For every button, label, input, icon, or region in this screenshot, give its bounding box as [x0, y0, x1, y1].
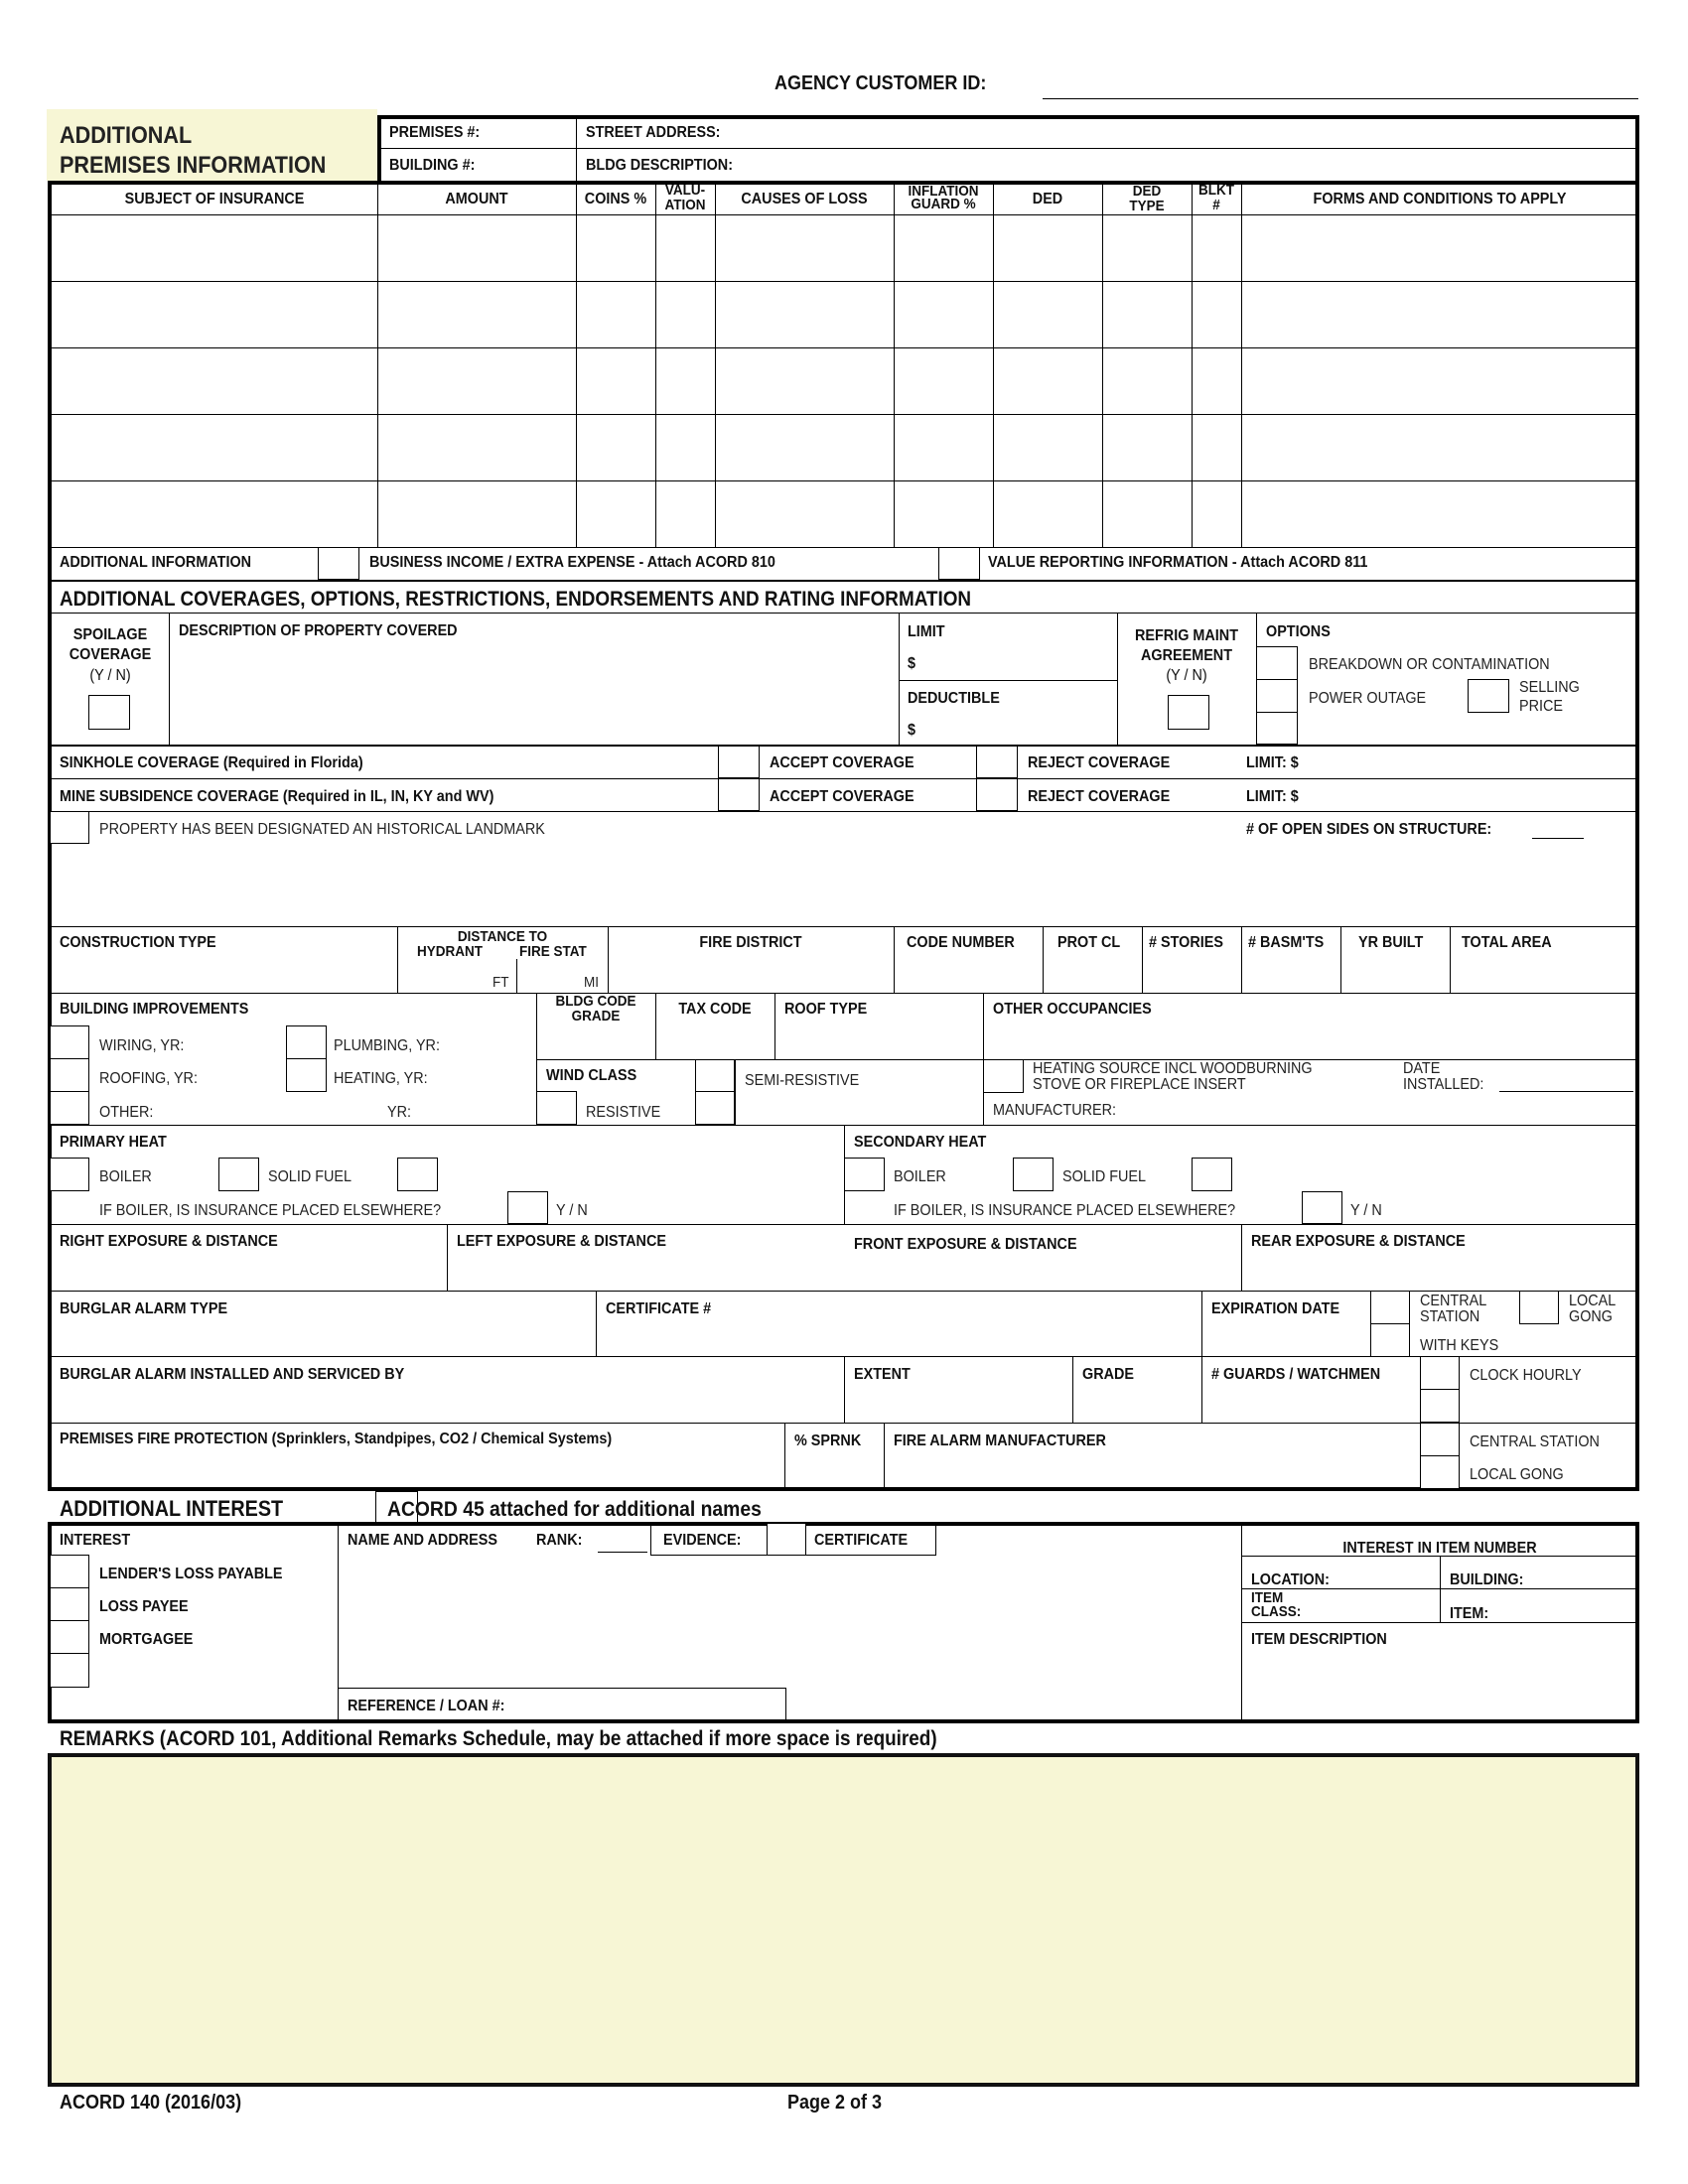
hydrant-label: HYDRANT	[417, 943, 484, 960]
semi-resistive-label: SEMI-RESISTIVE	[745, 1072, 860, 1089]
item-number-title: INTEREST IN ITEM NUMBER	[1342, 1540, 1537, 1557]
wind-class-label: WIND CLASS	[546, 1067, 637, 1084]
mortgagee-label: MORTGAGEE	[99, 1631, 194, 1648]
heating-source-checkbox[interactable]	[983, 1059, 1024, 1093]
spoilage-checkbox[interactable]	[88, 695, 130, 730]
local-gong-line2: GONG	[1569, 1308, 1614, 1325]
sprnk-label: % SPRNK	[794, 1433, 862, 1449]
fire-district-label: FIRE DISTRICT	[699, 934, 802, 951]
col-ded-type-1: DED	[1132, 183, 1162, 200]
primary-solid-fuel-checkbox[interactable]	[218, 1158, 259, 1191]
additional-coverages-title: ADDITIONAL COVERAGES, OPTIONS, RESTRICTIONS, ENDORSEMENTS AND RATING INFORMATION	[60, 588, 972, 611]
premises-no-field[interactable]	[496, 119, 574, 147]
mine-accept-checkbox[interactable]	[718, 778, 760, 811]
form-id: ACORD 140 (2016/03)	[60, 2092, 242, 2114]
remarks-title: REMARKS (ACORD 101, Additional Remarks Schedule, may be attached if more space is required)	[60, 1727, 937, 1750]
col-valuation-1: VALU-	[664, 182, 706, 199]
limit-label: LIMIT	[908, 623, 945, 640]
local-gong-checkbox[interactable]	[1519, 1291, 1559, 1324]
item-description-field[interactable]	[1246, 1651, 1633, 1718]
business-income-checkbox[interactable]	[318, 547, 359, 580]
option-selling-line2: PRICE	[1519, 698, 1564, 715]
col-inflation-2: GUARD %	[911, 196, 976, 212]
rear-exposure-field[interactable]	[1246, 1253, 1633, 1289]
col-forms: FORMS AND CONDITIONS TO APPLY	[1313, 191, 1567, 207]
name-address-field[interactable]	[343, 1559, 1236, 1688]
col-ded: DED	[1032, 191, 1063, 207]
bldg-code-line1: BLDG CODE	[555, 993, 636, 1010]
central-station-line2: STATION	[1420, 1308, 1480, 1325]
other-yr-label: YR:	[387, 1104, 412, 1121]
sinkhole-reject-checkbox[interactable]	[976, 746, 1018, 778]
spoilage-line3: (Y / N)	[89, 667, 131, 684]
certificate-no-label: CERTIFICATE #	[606, 1300, 712, 1317]
fire-central-station-label: CENTRAL STATION	[1470, 1433, 1600, 1450]
burglar-alarm-type-label: BURGLAR ALARM TYPE	[60, 1300, 228, 1317]
wind-resistive-label: RESISTIVE	[586, 1104, 661, 1121]
certificate-no-field[interactable]	[601, 1320, 1196, 1354]
loss-payee-checkbox[interactable]	[50, 1587, 89, 1621]
secondary-solid-fuel-checkbox[interactable]	[1013, 1158, 1054, 1191]
building-no-label: BUILDING #:	[389, 157, 476, 174]
col-blkt-2: #	[1212, 197, 1220, 213]
item-label: ITEM:	[1450, 1605, 1489, 1622]
fire-local-gong-label: LOCAL GONG	[1470, 1466, 1564, 1483]
fire-protection-field[interactable]	[55, 1451, 779, 1487]
sinkhole-accept-checkbox[interactable]	[718, 746, 760, 778]
coverage-row-4[interactable]	[52, 416, 1636, 479]
open-sides-label: # OF OPEN SIDES ON STRUCTURE:	[1246, 821, 1492, 838]
lenders-loss-payable-label: LENDER'S LOSS PAYABLE	[99, 1566, 283, 1582]
central-station-line1: CENTRAL	[1420, 1293, 1487, 1309]
wind-extra-checkbox[interactable]	[695, 1091, 735, 1125]
secondary-heat-label: SECONDARY HEAT	[854, 1134, 987, 1151]
limit-currency: $	[908, 655, 916, 672]
code-number-label: CODE NUMBER	[907, 934, 1015, 951]
agency-customer-id-label: AGENCY CUSTOMER ID:	[774, 72, 987, 94]
date-installed-field[interactable]	[1499, 1074, 1633, 1092]
street-address-label: STREET ADDRESS:	[586, 124, 721, 141]
coverage-row-1[interactable]	[52, 216, 1636, 280]
right-exposure-label: RIGHT EXPOSURE & DISTANCE	[60, 1233, 278, 1250]
option-power-outage-checkbox[interactable]	[1256, 679, 1298, 713]
coverage-row-3[interactable]	[52, 349, 1636, 413]
other-label: OTHER:	[99, 1104, 154, 1121]
with-keys-checkbox[interactable]	[1370, 1323, 1410, 1357]
description-label: DESCRIPTION OF PROPERTY COVERED	[179, 622, 458, 639]
fire-stat-label: FIRE STAT	[519, 943, 587, 960]
spoilage-line1: SPOILAGE	[72, 626, 148, 643]
sprnk-field[interactable]	[789, 1451, 879, 1487]
col-coins: COINS %	[584, 191, 647, 207]
item-description-label: ITEM DESCRIPTION	[1251, 1631, 1387, 1648]
premises-title-line2: PREMISES INFORMATION	[60, 152, 327, 179]
secondary-boiler-yn-checkbox[interactable]	[1302, 1191, 1342, 1224]
historical-landmark-checkbox[interactable]	[50, 811, 89, 844]
reference-loan-label: REFERENCE / LOAN #:	[348, 1698, 505, 1714]
other-occupancies-label: OTHER OCCUPANCIES	[993, 1001, 1152, 1018]
primary-extra-checkbox[interactable]	[397, 1158, 438, 1191]
primary-heat-label: PRIMARY HEAT	[60, 1134, 167, 1151]
secondary-yn-label: Y / N	[1350, 1202, 1382, 1219]
certificate-label: CERTIFICATE	[814, 1532, 909, 1549]
tax-code-label: TAX CODE	[678, 1001, 752, 1018]
refrig-line2: AGREEMENT	[1140, 647, 1232, 664]
col-causes: CAUSES OF LOSS	[741, 191, 868, 207]
additional-information-label: ADDITIONAL INFORMATION	[60, 554, 252, 571]
lenders-loss-payable-checkbox[interactable]	[50, 1555, 89, 1588]
item-class-line2: CLASS:	[1251, 1603, 1302, 1620]
rank-field[interactable]	[598, 1529, 647, 1553]
date-installed-line2: INSTALLED:	[1403, 1076, 1484, 1093]
evidence-label: EVIDENCE:	[663, 1532, 742, 1549]
burglar-alarm-type-field[interactable]	[55, 1320, 591, 1354]
mine-accept-label: ACCEPT COVERAGE	[770, 788, 914, 805]
deductible-field[interactable]	[923, 713, 1112, 743]
premises-no-label: PREMISES #:	[389, 124, 481, 141]
bldg-code-line2: GRADE	[571, 1008, 621, 1024]
fire-local-gong-checkbox[interactable]	[1420, 1455, 1460, 1489]
stories-label: # STORIES	[1149, 934, 1223, 951]
coverage-row-2[interactable]	[52, 283, 1636, 346]
roof-type-label: ROOF TYPE	[784, 1001, 868, 1018]
construction-type-field[interactable]	[55, 955, 392, 991]
grade-label: GRADE	[1082, 1366, 1135, 1383]
prot-cl-label: PROT CL	[1057, 934, 1121, 951]
extent-label: EXTENT	[854, 1366, 911, 1383]
fire-central-station-checkbox[interactable]	[1420, 1423, 1460, 1456]
refrig-line1: REFRIG MAINT	[1134, 627, 1238, 644]
distance-to-label: DISTANCE TO	[457, 928, 548, 945]
secondary-boiler-label: BOILER	[894, 1168, 946, 1185]
total-area-label: TOTAL AREA	[1462, 934, 1552, 951]
value-reporting-checkbox[interactable]	[938, 547, 980, 580]
installed-by-label: BURGLAR ALARM INSTALLED AND SERVICED BY	[60, 1366, 405, 1383]
sinkhole-accept-label: ACCEPT COVERAGE	[770, 754, 914, 771]
limit-field[interactable]	[923, 647, 1112, 677]
date-installed-line1: DATE	[1403, 1060, 1441, 1077]
bldg-description-label: BLDG DESCRIPTION:	[586, 157, 734, 174]
option-selling-price-checkbox[interactable]	[1468, 679, 1509, 713]
mi-unit: MI	[584, 974, 600, 991]
rank-label: RANK:	[536, 1532, 583, 1549]
mine-limit-label: LIMIT: $	[1246, 788, 1299, 805]
roofing-label: ROOFING, YR:	[99, 1070, 198, 1087]
left-exposure-field[interactable]	[452, 1253, 839, 1289]
business-income-label: BUSINESS INCOME / EXTRA EXPENSE - Attach ACORD 810	[369, 554, 775, 571]
mine-limit-field[interactable]	[1321, 780, 1636, 810]
acord45-label: ACORD 45 attached for additional names	[387, 1498, 762, 1521]
rear-exposure-label: REAR EXPOSURE & DISTANCE	[1251, 1233, 1466, 1250]
clock-hourly-checkbox[interactable]	[1420, 1356, 1460, 1390]
col-ded-type-2: TYPE	[1129, 198, 1165, 214]
sinkhole-label: SINKHOLE COVERAGE (Required in Florida)	[60, 754, 363, 771]
secondary-solid-fuel-label: SOLID FUEL	[1062, 1168, 1147, 1185]
yr-built-label: YR BUILT	[1358, 934, 1424, 951]
secondary-if-boiler-label: IF BOILER, IS INSURANCE PLACED ELSEWHERE?	[894, 1202, 1236, 1219]
page-number: Page 2 of 3	[787, 2092, 883, 2114]
heating-checkbox[interactable]	[286, 1058, 327, 1092]
col-amount: AMOUNT	[445, 191, 508, 207]
front-exposure-label: FRONT EXPOSURE & DISTANCE	[854, 1236, 1077, 1253]
sinkhole-limit-label: LIMIT: $	[1246, 754, 1299, 771]
additional-interest-title: ADDITIONAL INTEREST	[60, 1496, 284, 1521]
historical-landmark-label: PROPERTY HAS BEEN DESIGNATED AN HISTORICAL LANDMARK	[99, 821, 545, 838]
col-blkt-1: BLKT	[1198, 182, 1234, 199]
option-breakdown-checkbox[interactable]	[1256, 646, 1298, 680]
front-exposure-field[interactable]	[849, 1256, 1236, 1289]
plumbing-checkbox[interactable]	[286, 1025, 327, 1059]
construction-type-label: CONSTRUCTION TYPE	[60, 934, 216, 951]
wiring-label: WIRING, YR:	[99, 1037, 185, 1054]
other-occupancies-field[interactable]	[988, 1021, 1633, 1056]
primary-if-boiler-label: IF BOILER, IS INSURANCE PLACED ELSEWHERE?	[99, 1202, 442, 1219]
location-label: LOCATION:	[1251, 1571, 1330, 1588]
central-station-checkbox[interactable]	[1370, 1291, 1410, 1324]
interest-label: INTEREST	[60, 1532, 131, 1549]
sinkhole-reject-label: REJECT COVERAGE	[1028, 754, 1171, 771]
wind-semi-resistive-checkbox[interactable]	[695, 1059, 735, 1092]
item-class-line1: ITEM	[1251, 1589, 1284, 1606]
manufacturer-label: MANUFACTURER:	[993, 1102, 1117, 1119]
agency-customer-id-field[interactable]	[1043, 77, 1638, 99]
clock-extra-checkbox[interactable]	[1420, 1389, 1460, 1423]
clock-hourly-label: CLOCK HOURLY	[1470, 1367, 1582, 1384]
fire-alarm-mfr-field[interactable]	[889, 1451, 1415, 1487]
remarks-field[interactable]	[48, 1753, 1639, 2087]
col-valuation-2: ATION	[664, 197, 706, 213]
guards-label: # GUARDS / WATCHMEN	[1211, 1366, 1381, 1383]
ft-unit: FT	[492, 974, 509, 991]
heating-label: HEATING, YR:	[334, 1070, 428, 1087]
option-breakdown-label: BREAKDOWN OR CONTAMINATION	[1309, 656, 1550, 673]
heating-source-line1: HEATING SOURCE INCL WOODBURNING	[1033, 1060, 1313, 1077]
value-reporting-label: VALUE REPORTING INFORMATION - Attach ACORD 811	[988, 554, 1368, 571]
name-address-label: NAME AND ADDRESS	[348, 1532, 497, 1549]
reference-loan-field[interactable]	[526, 1692, 782, 1719]
manufacturer-field[interactable]	[1142, 1096, 1633, 1123]
refrig-line3: (Y / N)	[1166, 667, 1207, 684]
primary-yn-label: Y / N	[556, 1202, 588, 1219]
basmts-label: # BASM'TS	[1248, 934, 1325, 951]
loss-payee-label: LOSS PAYEE	[99, 1598, 189, 1615]
with-keys-label: WITH KEYS	[1420, 1337, 1499, 1354]
mine-subsidence-label: MINE SUBSIDENCE COVERAGE (Required in IL, IN, KY and WV)	[60, 788, 494, 805]
refrig-checkbox[interactable]	[1168, 695, 1209, 730]
col-inflation-1: INFLATION	[908, 183, 979, 200]
open-sides-field[interactable]	[1532, 819, 1584, 839]
plumbing-label: PLUMBING, YR:	[334, 1037, 440, 1054]
other-improvement-checkbox[interactable]	[50, 1091, 89, 1125]
bldg-description-field[interactable]	[765, 151, 1633, 181]
evidence-checkbox[interactable]	[767, 1524, 806, 1556]
options-label: OPTIONS	[1266, 623, 1331, 640]
primary-boiler-label: BOILER	[99, 1168, 152, 1185]
expiration-date-field[interactable]	[1206, 1320, 1365, 1354]
option-power-outage-label: POWER OUTAGE	[1309, 690, 1427, 707]
other-interest-checkbox[interactable]	[50, 1653, 89, 1688]
roofing-checkbox[interactable]	[50, 1058, 89, 1092]
fire-protection-label: PREMISES FIRE PROTECTION (Sprinklers, Standpipes, CO2 / Chemical Systems)	[60, 1431, 613, 1447]
wind-resistive-checkbox[interactable]	[536, 1091, 577, 1125]
deductible-label: DEDUCTIBLE	[908, 690, 1000, 707]
mine-reject-checkbox[interactable]	[976, 778, 1018, 811]
installed-by-field[interactable]	[55, 1386, 839, 1420]
building-label: BUILDING:	[1450, 1571, 1524, 1588]
fire-alarm-mfr-label: FIRE ALARM MANUFACTURER	[894, 1433, 1106, 1449]
extent-field[interactable]	[849, 1386, 1067, 1420]
premises-title-line1: ADDITIONAL	[60, 122, 193, 149]
option-extra-checkbox[interactable]	[1256, 712, 1298, 745]
secondary-boiler-checkbox[interactable]	[844, 1158, 885, 1191]
primary-solid-fuel-label: SOLID FUEL	[268, 1168, 352, 1185]
description-field[interactable]	[175, 643, 895, 741]
local-gong-line1: LOCAL	[1569, 1293, 1617, 1309]
expiration-date-label: EXPIRATION DATE	[1211, 1300, 1340, 1317]
building-no-field[interactable]	[496, 151, 574, 181]
secondary-extra-checkbox[interactable]	[1192, 1158, 1232, 1191]
right-exposure-field[interactable]	[55, 1253, 442, 1289]
street-address-field[interactable]	[745, 119, 1633, 147]
guards-field[interactable]	[1206, 1386, 1415, 1420]
spoilage-line2: COVERAGE	[69, 646, 152, 663]
wiring-checkbox[interactable]	[50, 1025, 89, 1059]
deductible-currency: $	[908, 722, 916, 739]
mortgagee-checkbox[interactable]	[50, 1620, 89, 1654]
building-improvements-label: BUILDING IMPROVEMENTS	[60, 1001, 249, 1018]
left-exposure-label: LEFT EXPOSURE & DISTANCE	[457, 1233, 666, 1250]
coverage-row-5[interactable]	[52, 482, 1636, 546]
primary-boiler-yn-checkbox[interactable]	[507, 1191, 548, 1224]
mine-reject-label: REJECT COVERAGE	[1028, 788, 1171, 805]
grade-field[interactable]	[1077, 1386, 1196, 1420]
col-subject: SUBJECT OF INSURANCE	[124, 191, 305, 207]
heating-source-line2: STOVE OR FIREPLACE INSERT	[1033, 1076, 1246, 1093]
sinkhole-limit-field[interactable]	[1321, 747, 1636, 776]
option-selling-line1: SELLING	[1519, 679, 1580, 696]
primary-boiler-checkbox[interactable]	[50, 1158, 89, 1191]
